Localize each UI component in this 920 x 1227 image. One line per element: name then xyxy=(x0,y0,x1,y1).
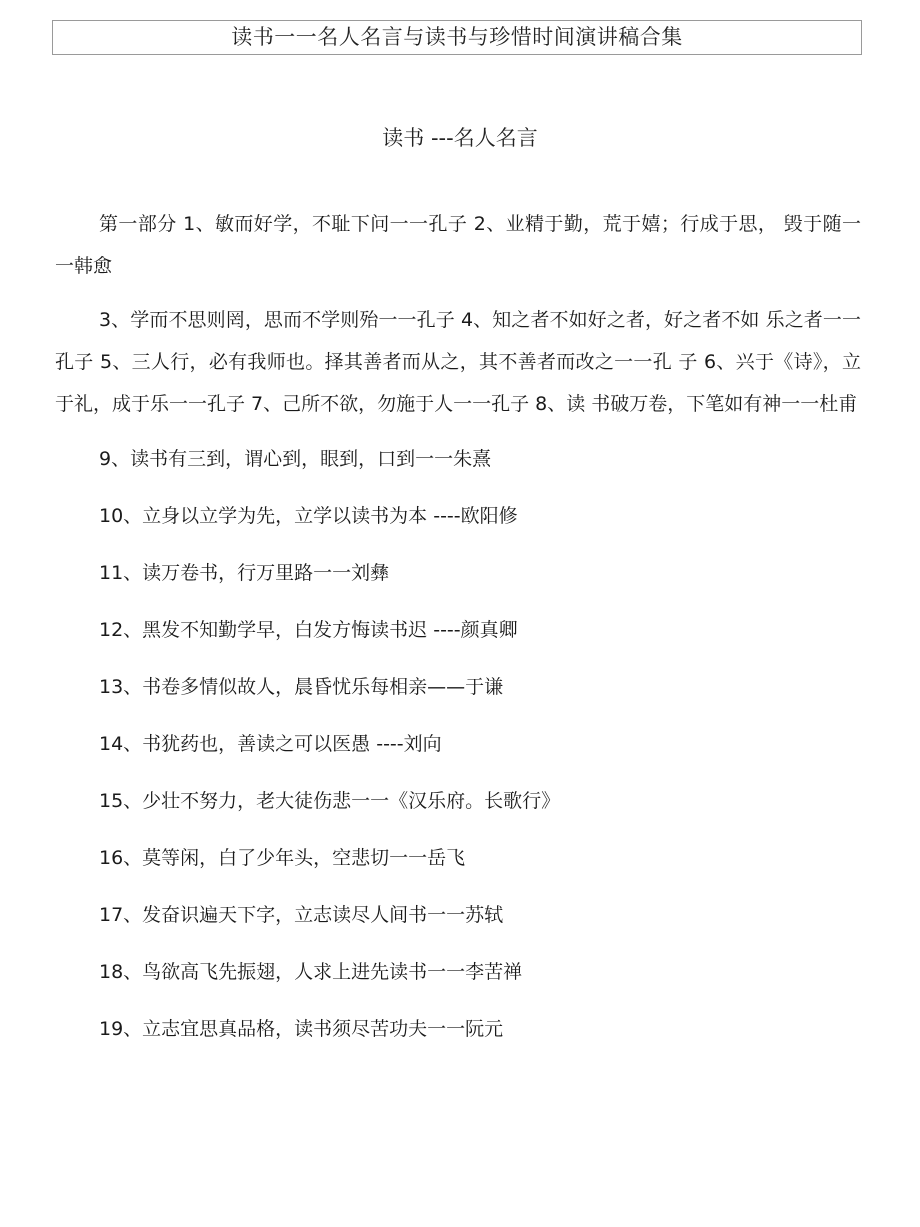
quote-item: 11、读万卷书，行万里路一一刘彝 xyxy=(99,562,390,584)
document-title: 读书一一名人名言与读书与珍惜时间演讲稿合集 xyxy=(231,25,683,49)
quote-item: 12、黑发不知勤学早，白发方悔读书迟 ----颜真卿 xyxy=(99,619,518,641)
quote-item: 14、书犹药也，善读之可以医愚 ----刘向 xyxy=(99,733,442,755)
quote-item: 19、立志宜思真品格，读书须尽苦功夫一一阮元 xyxy=(99,1018,504,1040)
section-title: 读书 ---名人名言 xyxy=(382,126,538,150)
document-body xyxy=(55,203,861,1065)
quote-item: 16、莫等闲，白了少年头，空悲切一一岳飞 xyxy=(99,847,466,869)
quote-item: 17、发奋识遍天下字，立志读尽人间书一一苏轼 xyxy=(99,904,504,926)
quote-item: 18、鸟欲高飞先振翅，人求上进先读书一一李苦禅 xyxy=(99,961,523,983)
paragraph-quotes-3-8: 3、学而不思则罔，思而不学则殆一一孔子 4、知之者不如好之者，好之者不如 乐之者一一孔子 5、三人行，必有我师也。择其善者而从之，其不善者而改之一一孔 子 6、兴于《诗》，立于礼，成于乐一一孔子 7、己所不欲，勿施于人一一孔子 8、读 书破万卷，下笔如有神一一杜甫 xyxy=(55,309,861,415)
document-header xyxy=(52,20,862,55)
quote-item: 9、读书有三到，谓心到，眼到，口到一一朱熹 xyxy=(99,448,492,470)
quote-item: 13、书卷多情似故人，晨昏忧乐每相亲——于谦 xyxy=(99,676,504,698)
quote-item: 10、立身以立学为先，立学以读书为本 ----欧阳修 xyxy=(99,505,518,527)
paragraph-part-one: 第一部分 1、敏而好学，不耻下问一一孔子 2、业精于勤，荒于嬉；行成于思， 毁于随一一韩愈 xyxy=(55,213,861,277)
quote-item: 15、少壮不努力，老大徒伤悲一一《汉乐府。长歌行》 xyxy=(99,790,561,812)
